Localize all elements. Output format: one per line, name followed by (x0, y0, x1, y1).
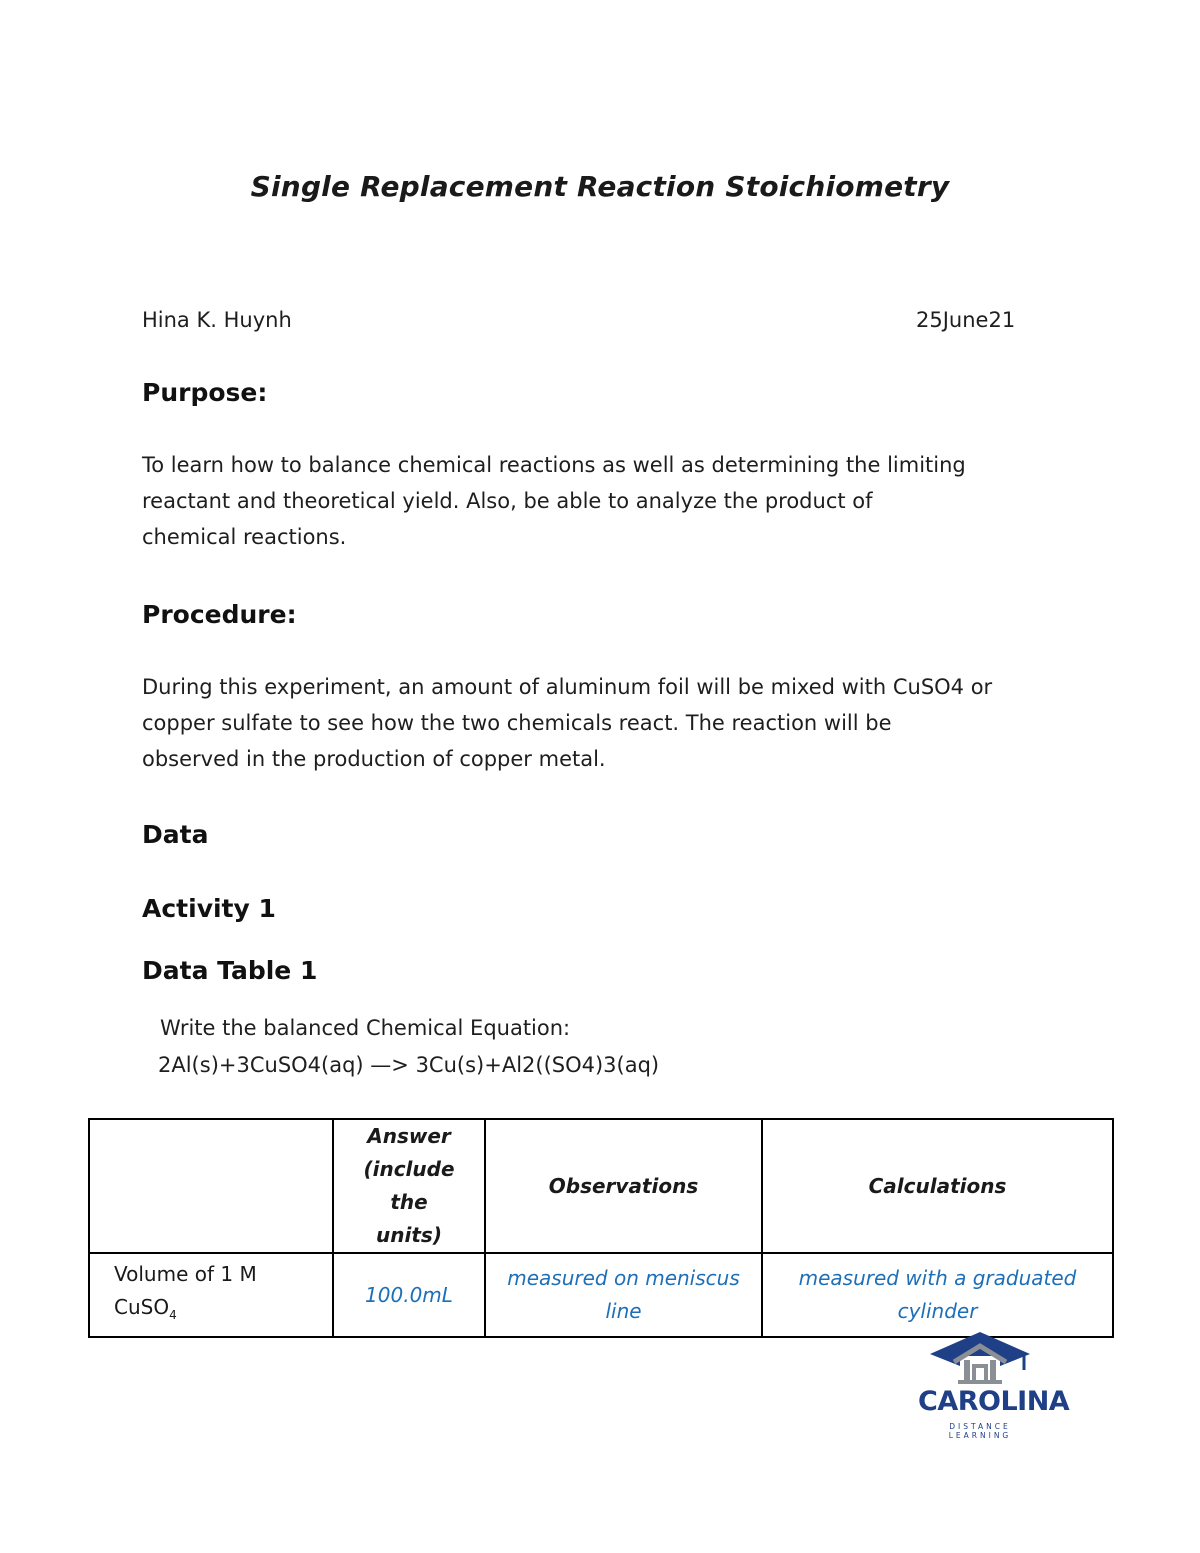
formula-subscript: 4 (169, 1308, 177, 1322)
header-answer-line: (include the (363, 1157, 455, 1214)
carolina-logo (918, 1330, 1070, 1440)
header-calculations: Calculations (762, 1119, 1113, 1253)
calculation-line: measured with a graduated (798, 1266, 1077, 1290)
table-row (89, 1253, 1113, 1337)
header-answer-line: units) (376, 1223, 442, 1247)
procedure-line: observed in the production of copper metal. (142, 747, 606, 771)
purpose-line: chemical reactions. (142, 525, 347, 549)
header-empty (89, 1119, 333, 1253)
data-table (88, 1118, 1114, 1338)
graduation-cap-house-icon (918, 1330, 1042, 1388)
observation-line: line (605, 1299, 642, 1323)
logo-subtitle: DISTANCE LEARNING (948, 1422, 1012, 1440)
purpose-heading: Purpose: (142, 378, 268, 407)
observation-line: measured on meniscus (507, 1266, 740, 1290)
calculation-cell[interactable] (762, 1253, 1113, 1337)
calculation-line: cylinder (897, 1299, 978, 1323)
header-answer (333, 1119, 485, 1253)
procedure-line: During this experiment, an amount of aluminum foil will be mixed with CuSO4 or (142, 675, 993, 699)
observation-cell[interactable] (485, 1253, 762, 1337)
purpose-line: To learn how to balance chemical reactions as well as determining the limiting (142, 453, 966, 477)
row-label-formula (114, 1291, 322, 1332)
row-label-line: Volume of 1 M (114, 1262, 257, 1286)
answer-cell[interactable]: 100.0mL (333, 1253, 485, 1337)
balanced-equation: 2Al(s)+3CuSO4(aq) —> 3Cu(s)+Al2((SO4)3(aq) (158, 1053, 660, 1077)
purpose-paragraph (142, 447, 1102, 555)
purpose-line: reactant and theoretical yield. Also, be able to analyze the product of (142, 489, 873, 513)
row-label (89, 1253, 333, 1337)
author-name: Hina K. Huynh (142, 308, 292, 332)
header-observations: Observations (485, 1119, 762, 1253)
equation-prompt: Write the balanced Chemical Equation: (160, 1016, 571, 1040)
document-title: Single Replacement Reaction Stoichiometry (250, 170, 950, 203)
activity-heading: Activity 1 (142, 894, 276, 923)
procedure-paragraph (142, 669, 1102, 777)
data-heading: Data (142, 820, 209, 849)
header-answer-line: Answer (367, 1124, 451, 1148)
formula-text: CuSO (114, 1295, 170, 1319)
procedure-line: copper sulfate to see how the two chemicals react. The reaction will be (142, 711, 892, 735)
logo-wordmark: CAROLINA (918, 1386, 1070, 1417)
table-header-row (89, 1119, 1113, 1253)
data-table-heading: Data Table 1 (142, 956, 318, 985)
procedure-heading: Procedure: (142, 600, 297, 629)
report-date: 25June21 (916, 308, 1016, 332)
